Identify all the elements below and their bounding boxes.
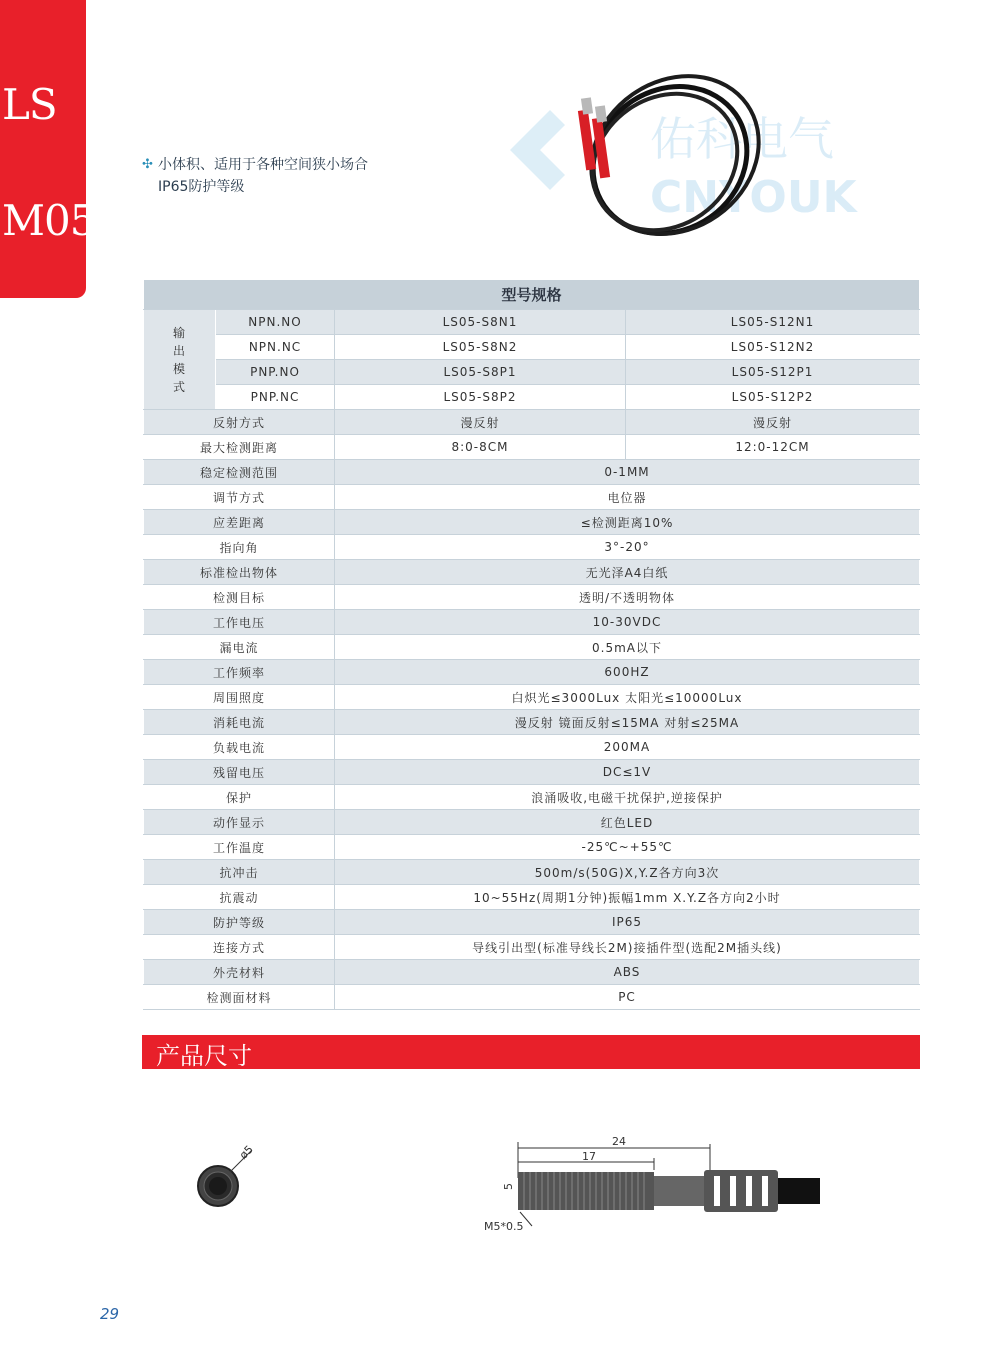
product-photo — [490, 40, 910, 250]
spec-value: 600HZ — [335, 660, 920, 685]
spec-table-header — [144, 280, 920, 310]
table-row: 最大检测距离 8:0-8CM 12:0-12CM — [144, 435, 920, 460]
spec-label: 负载电流 — [144, 735, 335, 760]
dimensions-title: 产品尺寸 — [156, 1042, 252, 1070]
table-row — [144, 835, 920, 860]
spec-label: 稳定检测范围 — [144, 460, 335, 485]
spec-value: PC — [335, 985, 920, 1010]
series-tab — [0, 0, 96, 298]
spec-label: 周围照度 — [144, 685, 335, 710]
series-tab-line1: LS — [2, 80, 57, 129]
spec-label: 指向角 — [144, 535, 335, 560]
series-tab-line2: M05 — [2, 196, 96, 245]
spec-value: 200MA — [335, 735, 920, 760]
table-row — [144, 710, 920, 735]
dimensions-banner — [142, 1035, 920, 1069]
spec-label: 防护等级 — [144, 910, 335, 935]
table-row — [144, 660, 920, 685]
spec-value: 无光泽A4白纸 — [335, 560, 920, 585]
spec-label: 抗震动 — [144, 885, 335, 910]
spec-label: 外壳材料 — [144, 960, 335, 985]
output-group-label: 输 出 模 式 — [144, 310, 216, 410]
spec-value: ABS — [335, 960, 920, 985]
table-row — [144, 910, 920, 935]
spec-label: 检测目标 — [144, 585, 335, 610]
spec-value: 电位器 — [335, 485, 920, 510]
front-dia-label: ø5 — [236, 1142, 256, 1162]
table-row — [144, 635, 920, 660]
table-row — [144, 510, 920, 535]
spec-label: 消耗电流 — [144, 710, 335, 735]
spec-label: 漏电流 — [144, 635, 335, 660]
table-row: 输 出 模 式 NPN.NO LS05-S8N1 LS05-S12N1 — [144, 310, 920, 335]
spec-value: 500m/s(50G)X,Y.Z各方向3次 — [335, 860, 920, 885]
table-row — [144, 535, 920, 560]
table-row — [144, 810, 920, 835]
table-row — [144, 685, 920, 710]
spec-label: 工作温度 — [144, 835, 335, 860]
spec-value: 透明/不透明物体 — [335, 585, 920, 610]
spec-table-title: 型号规格 — [144, 280, 920, 310]
spec-value: 浪涌吸收,电磁干扰保护,逆接保护 — [335, 785, 920, 810]
feature-item: IP65防护等级 — [158, 179, 245, 195]
spec-label: 动作显示 — [144, 810, 335, 835]
spec-value: 0.5mA以下 — [335, 635, 920, 660]
table-row: PNP.NO LS05-S8P1 LS05-S12P1 — [144, 360, 920, 385]
bullet-icon: ✣ — [142, 157, 153, 172]
len-total-label: 24 — [612, 1135, 626, 1148]
spec-value: 10-30VDC — [335, 610, 920, 635]
spec-label: 工作频率 — [144, 660, 335, 685]
spec-label: 抗冲击 — [144, 860, 335, 885]
spec-value: ≤检测距离10% — [335, 510, 920, 535]
side-view-drawing — [478, 1130, 828, 1240]
table-row: PNP.NC LS05-S8P2 LS05-S12P2 — [144, 385, 920, 410]
spec-value: -25℃~+55℃ — [335, 835, 920, 860]
thread-label: M5*0.5 — [484, 1220, 524, 1233]
spec-label: 残留电压 — [144, 760, 335, 785]
spec-label: 应差距离 — [144, 510, 335, 535]
table-row — [144, 585, 920, 610]
spec-label: 工作电压 — [144, 610, 335, 635]
len-thread-label: 17 — [582, 1150, 596, 1163]
table-row — [144, 485, 920, 510]
table-row — [144, 985, 920, 1010]
watermark-en: CNYOUK — [650, 172, 857, 223]
spec-label: 连接方式 — [144, 935, 335, 960]
spec-value: 导线引出型(标准导线长2M)接插件型(选配2M插头线) — [335, 935, 920, 960]
table-row — [144, 785, 920, 810]
table-row — [144, 885, 920, 910]
table-row — [144, 760, 920, 785]
spec-value: IP65 — [335, 910, 920, 935]
spec-value: 3°-20° — [335, 535, 920, 560]
table-row — [144, 860, 920, 885]
watermark-cn: 佑科电气 — [650, 112, 834, 166]
table-row — [144, 610, 920, 635]
spec-value: 红色LED — [335, 810, 920, 835]
spec-label: 检测面材料 — [144, 985, 335, 1010]
table-row — [144, 735, 920, 760]
spec-value: DC≤1V — [335, 760, 920, 785]
table-row — [144, 960, 920, 985]
spec-label: 调节方式 — [144, 485, 335, 510]
spec-value: 10~55Hz(周期1分钟)振幅1mm X.Y.Z各方向2小时 — [335, 885, 920, 910]
spec-label: 标准检出物体 — [144, 560, 335, 585]
table-row — [144, 560, 920, 585]
table-row — [144, 460, 920, 485]
front-view-drawing — [190, 1140, 270, 1220]
page-number: 29 — [100, 1305, 120, 1323]
table-row: NPN.NC LS05-S8N2 LS05-S12N2 — [144, 335, 920, 360]
spec-value: 白炽光≤3000Lux 太阳光≤10000Lux — [335, 685, 920, 710]
spec-label: 保护 — [144, 785, 335, 810]
spec-table — [143, 279, 920, 1010]
spec-rows — [144, 460, 920, 1010]
table-row — [144, 935, 920, 960]
feature-item: ✣ 小体积、适用于各种空间狭小场合 — [142, 154, 368, 176]
feature-list — [142, 154, 368, 198]
table-row: 反射方式 漫反射 漫反射 — [144, 410, 920, 435]
spec-value: 0-1MM — [335, 460, 920, 485]
spec-value: 漫反射 镜面反射≤15MA 对射≤25MA — [335, 710, 920, 735]
height-label: 5 — [502, 1183, 515, 1190]
